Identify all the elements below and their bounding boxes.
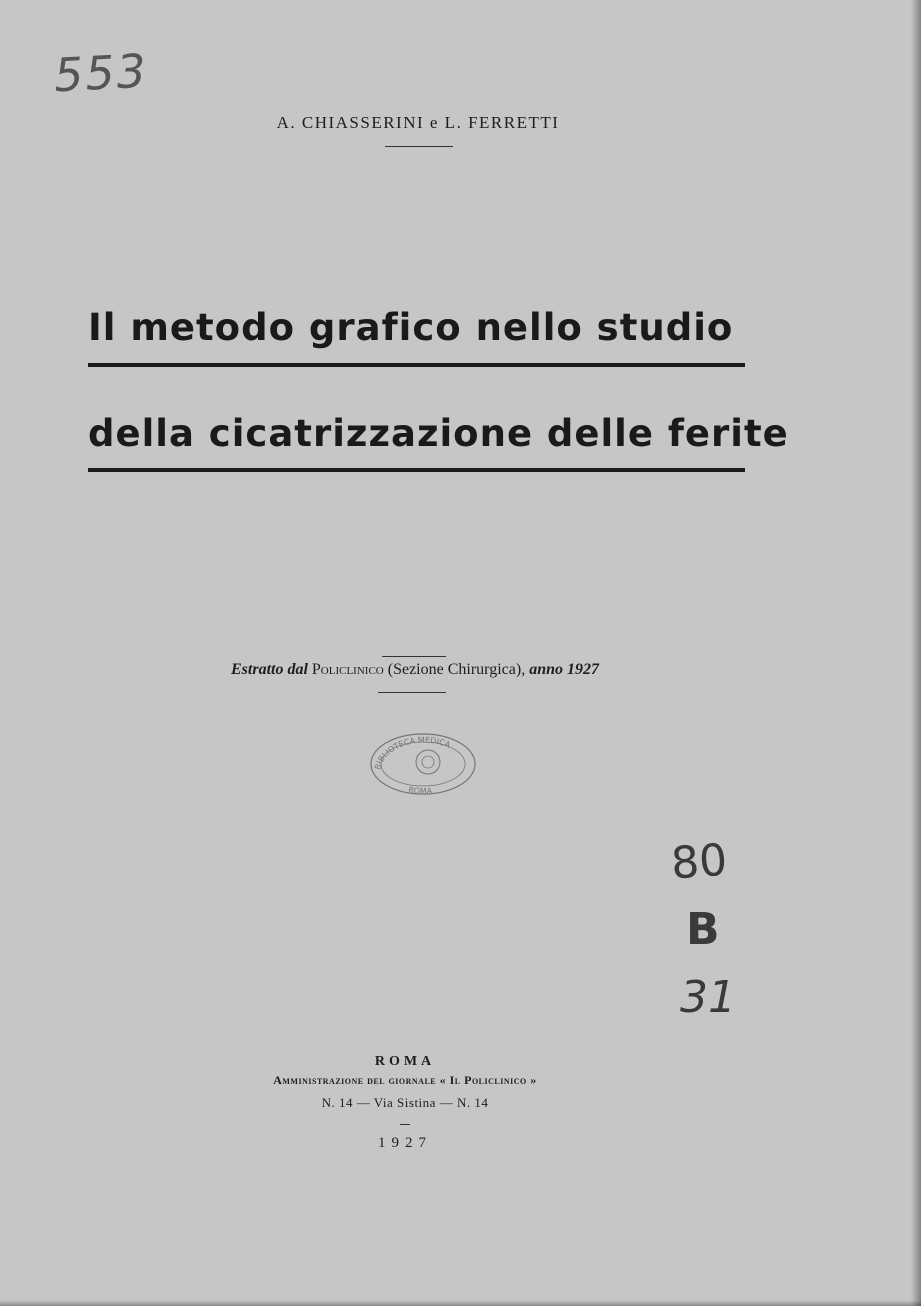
extract-divider-bottom xyxy=(378,692,446,693)
title-line-1: Il metodo grafico nello studio xyxy=(88,306,734,349)
shelfmark-line-1: 80 xyxy=(669,834,729,890)
handwritten-catalog-number: 553 xyxy=(52,43,150,103)
authors: A. CHIASSERINI e L. FERRETTI xyxy=(276,113,560,132)
stamp-text-bottom: ROMA xyxy=(407,785,433,796)
title-underline-1 xyxy=(88,363,745,367)
page-edge-shadow xyxy=(911,0,921,1306)
stamp-text-top: BIBLIOTECA MEDICA xyxy=(373,735,452,771)
title-underline-2 xyxy=(88,468,745,472)
imprint-address: N. 14 — Via Sistina — N. 14 xyxy=(321,1095,489,1110)
imprint-city: ROMA xyxy=(374,1054,436,1069)
extract-year: anno 1927 xyxy=(529,661,599,678)
imprint-publisher: Amministrazione del giornale « Il Policlinico » xyxy=(273,1073,537,1087)
extract-section: (Sezione Chirurgica), xyxy=(387,661,526,678)
extract-line xyxy=(0,661,830,679)
authors-divider xyxy=(385,146,453,147)
shelfmark-line-2: B xyxy=(686,904,720,955)
extract-journal: Policlinico xyxy=(311,661,384,678)
shelfmark-line-3: 31 xyxy=(680,972,736,1023)
extract-divider-top xyxy=(382,656,446,657)
imprint-year: 1927 xyxy=(378,1135,432,1151)
imprint-dash xyxy=(400,1124,410,1125)
page-bottom-edge xyxy=(0,1300,921,1306)
extract-prefix: Estratto dal xyxy=(231,661,308,678)
title-line-2: della cicatrizzazione delle ferite xyxy=(88,412,789,455)
library-stamp xyxy=(366,730,480,798)
handwritten-shelfmark xyxy=(668,834,748,1044)
